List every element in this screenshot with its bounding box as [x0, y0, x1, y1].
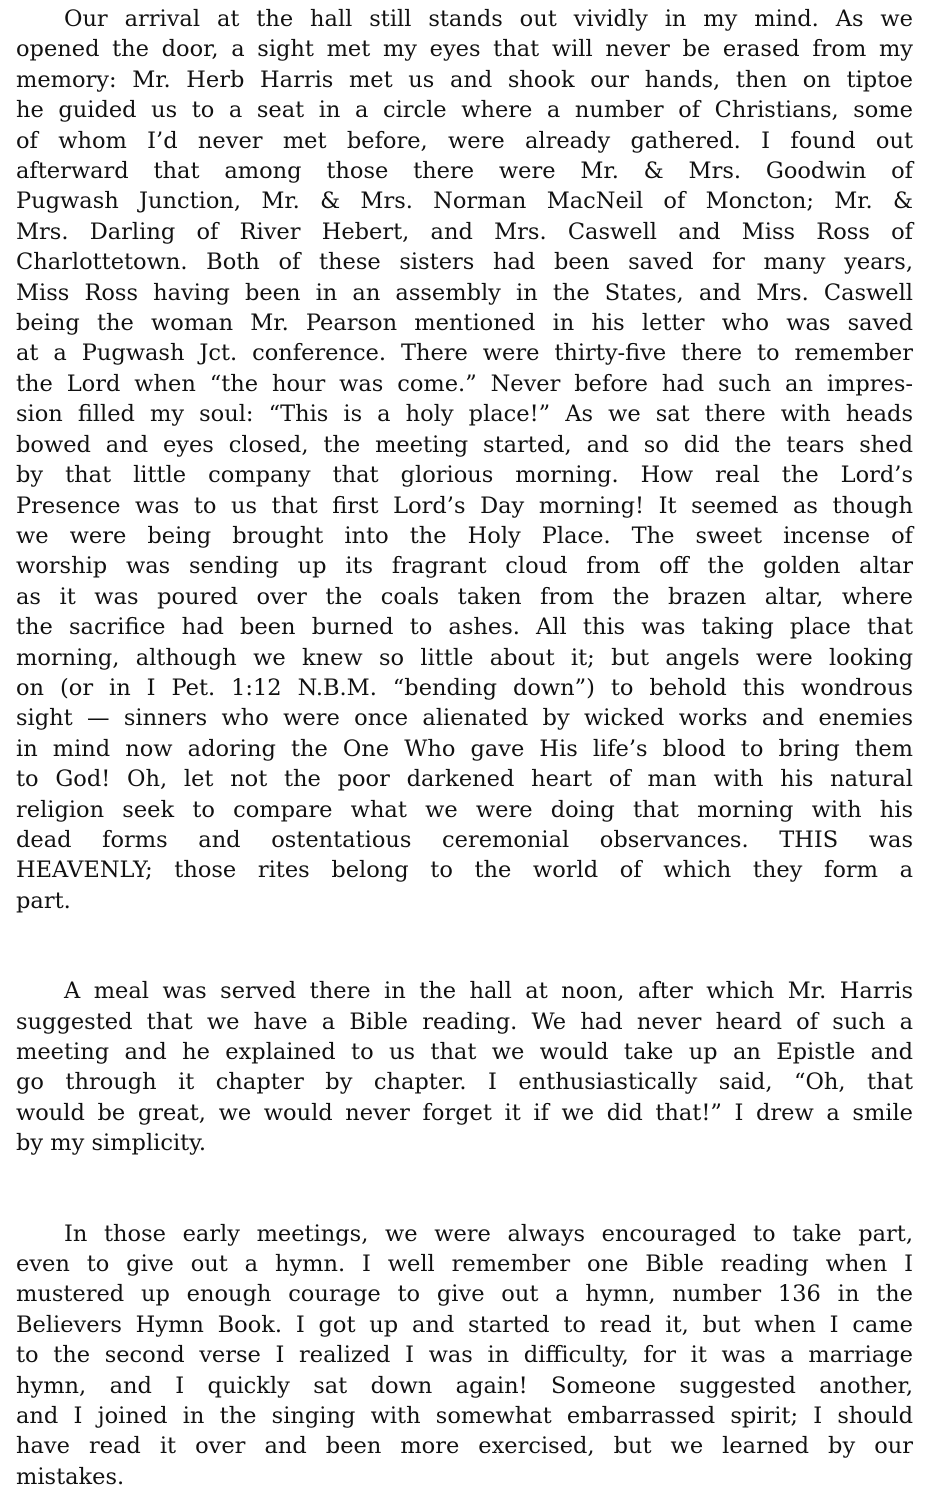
paragraph-1	[16, 4, 913, 916]
text-line: memory: Mr. Herb Harris met us and shook our hands, then on tiptoe	[16, 66, 913, 93]
text-line: meeting and he explained to us that we would take up an Epistle and	[16, 1039, 913, 1065]
text-line: sight — sinners who were once alienated by wicked works and enemies	[16, 705, 913, 732]
text-line: by my simplicity.	[16, 1130, 207, 1157]
text-line: HEAVENLY; those rites belong to the world of which they form a	[16, 857, 913, 884]
text-line: mustered up enough courage to give out a hymn, number 136 in the	[16, 1281, 913, 1308]
text-line: hymn, and I quickly sat down again! Someone suggested another,	[16, 1372, 913, 1399]
paragraph-2	[16, 976, 913, 1158]
text-line: afterward that among those there were Mr. & Mrs. Goodwin of	[16, 158, 913, 185]
text-line: sion filled my soul: “This is a holy place!” As we sat there with heads	[16, 401, 913, 428]
document-page	[16, 4, 913, 1492]
text-line: would be great, we would never forget it if we did that!” I drew a smile	[16, 1099, 913, 1126]
text-line: have read it over and been more exercised, but we learned by our	[16, 1433, 913, 1460]
text-line: to God! Oh, let not the poor darkened heart of man with his natural	[16, 766, 913, 793]
text-line: the Lord when “the hour was come.” Never before had such an impres-	[16, 370, 913, 397]
paragraph-3	[16, 1219, 913, 1492]
text-line: Mrs. Darling of River Hebert, and Mrs. Caswell and Miss Ross of	[16, 218, 913, 245]
text-line: religion seek to compare what we were doing that morning with his	[16, 796, 913, 823]
text-line: mistakes.	[16, 1463, 125, 1490]
text-line: and I joined in the singing with somewhat embarrassed spirit; I should	[16, 1403, 913, 1430]
text-line: morning, although we knew so little about it; but angels were looking	[16, 644, 913, 671]
text-line: Charlottetown. Both of these sisters had been saved for many years,	[16, 249, 913, 276]
text-line: by that little company that glorious morning. How real the Lord’s	[16, 462, 913, 489]
text-line: dead forms and ostentatious ceremonial observances. THIS was	[16, 826, 913, 853]
text-line: the sacrifice had been burned to ashes. All this was taking place that	[16, 614, 913, 641]
text-line: A meal was served there in the hall at noon, after which Mr. Harris	[64, 978, 913, 1005]
text-line: Believers Hymn Book. I got up and started to read it, but when I came	[16, 1311, 913, 1338]
text-line: suggested that we have a Bible reading. We had never heard of such a	[16, 1008, 913, 1035]
text-line: Our arrival at the hall still stands out vividly in my mind. As we	[64, 6, 913, 32]
text-line: even to give out a hymn. I well remember one Bible reading when I	[16, 1251, 913, 1278]
text-line: being the woman Mr. Pearson mentioned in his letter who was saved	[16, 310, 913, 337]
text-line: Miss Ross having been in an assembly in the States, and Mrs. Caswell	[16, 279, 913, 306]
text-line: part.	[16, 887, 71, 914]
text-line: on (or in I Pet. 1:12 N.B.M. “bending down”) to behold this wondrous	[16, 674, 913, 701]
text-line: as it was poured over the coals taken from the brazen altar, where	[16, 583, 913, 610]
text-line: to the second verse I realized I was in difficulty, for it was a marriage	[16, 1342, 913, 1369]
text-line: In those early meetings, we were always encouraged to take part,	[64, 1220, 913, 1247]
text-line: opened the door, a sight met my eyes that will never be erased from my	[16, 36, 913, 63]
text-line: in mind now adoring the One Who gave His life’s blood to bring them	[16, 735, 913, 762]
text-line: go through it chapter by chapter. I enthusiastically said, “Oh, that	[16, 1069, 913, 1096]
text-line: of whom I’d never met before, were already gathered. I found out	[16, 127, 913, 154]
text-line: we were being brought into the Holy Place. The sweet incense of	[16, 522, 913, 549]
text-line: he guided us to a seat in a circle where a number of Christians, some	[16, 97, 913, 124]
text-line: Pugwash Junction, Mr. & Mrs. Norman MacNeil of Moncton; Mr. &	[16, 188, 913, 215]
text-line: at a Pugwash Jct. conference. There were thirty-five there to remember	[16, 340, 913, 367]
text-line: bowed and eyes closed, the meeting started, and so did the tears shed	[16, 431, 913, 458]
text-line: Presence was to us that first Lord’s Day morning! It seemed as though	[16, 492, 913, 519]
text-line: worship was sending up its fragrant cloud from off the golden altar	[16, 553, 913, 580]
